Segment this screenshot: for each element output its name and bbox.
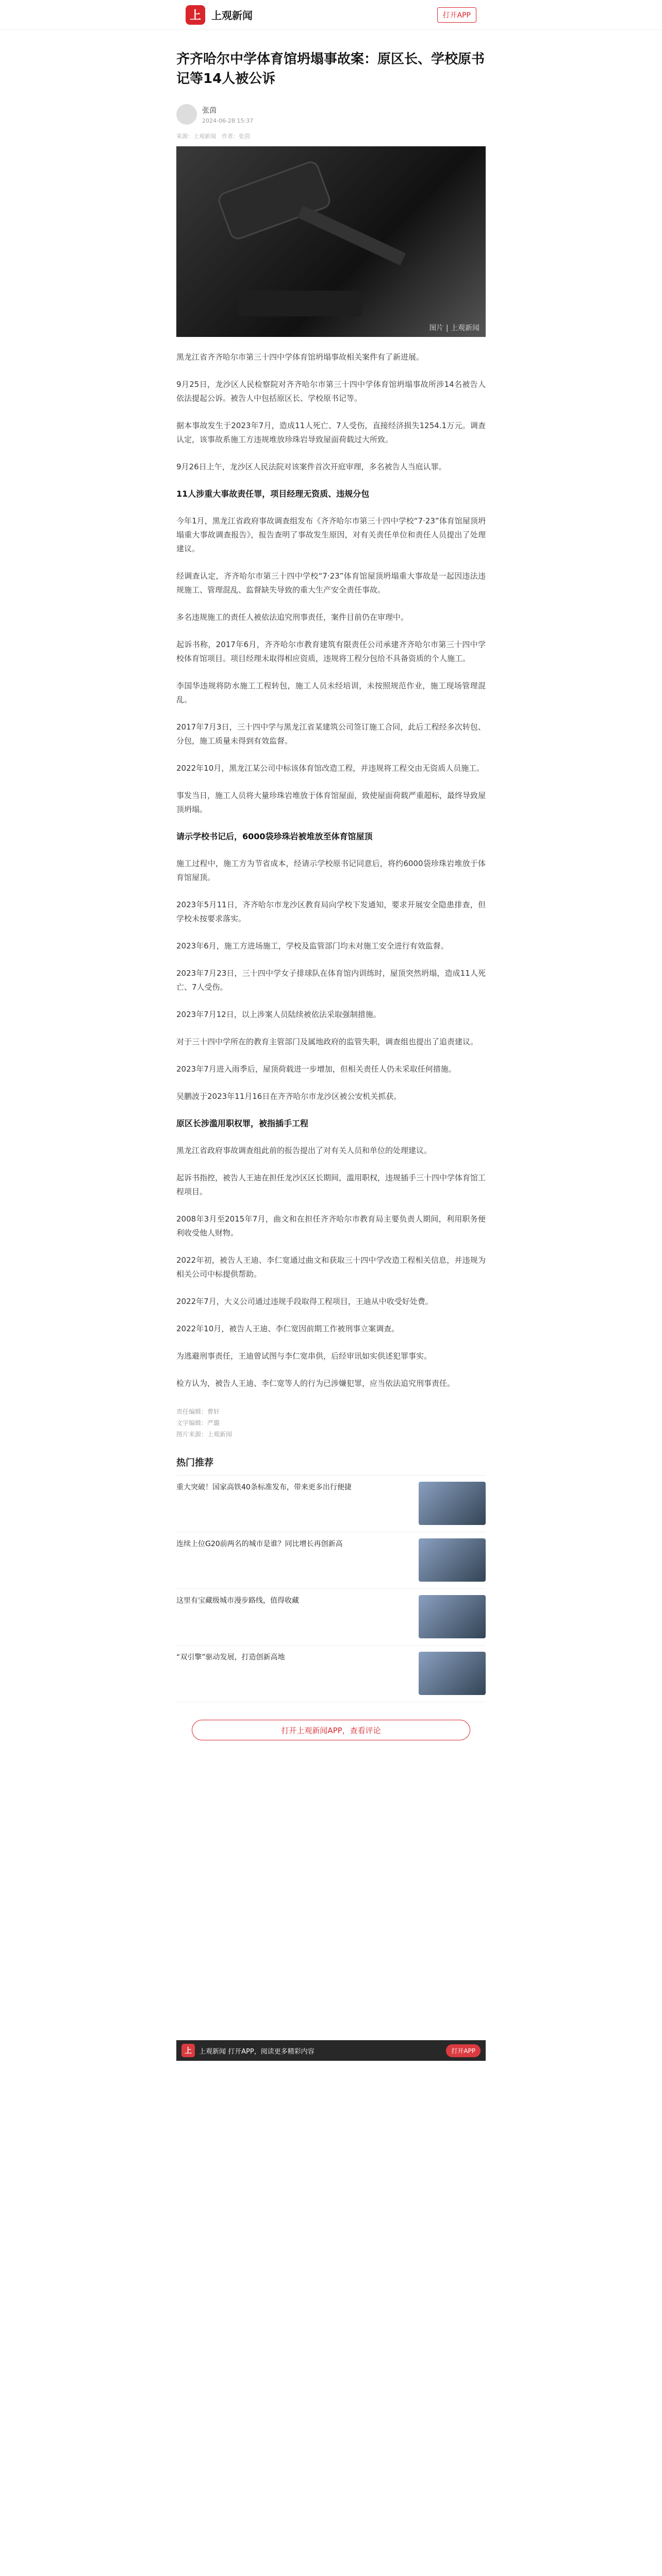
paragraph: 2023年6月，施工方进场施工，学校及监管部门均未对施工安全进行有效监督。 <box>176 941 449 951</box>
paragraph: 2023年7月12日，以上涉案人员陆续被依法采取强制措施。 <box>176 1010 381 1019</box>
paragraph: 多名违规施工的责任人被依法追究刑事责任，案件目前仍在审理中。 <box>176 613 409 622</box>
paragraph: 施工过程中，施工方为节省成本，经请示学校原书记同意后，将约6000袋珍珠岩堆放于体育馆屋顶。 <box>176 859 486 882</box>
paragraph: 2022年7月，大义公司通过违规手段取得工程项目，王迪从中收受好处费。 <box>176 1297 433 1306</box>
subheading: 原区长涉滥用职权罪，被指插手工程 <box>176 1118 309 1128</box>
article-meta <box>176 1406 486 1440</box>
paragraph: 2022年10月，黑龙江某公司中标该体育馆改造工程，并违规将工程交由无资质人员施工。 <box>176 764 485 773</box>
banner-text: 上观新闻 打开APP，阅读更多精彩内容 <box>199 2047 315 2056</box>
paragraph: 2017年7月3日，三十四中学与黑龙江省某建筑公司签订施工合同，此后工程经多次转包、分包，施工质量未得到有效监督。 <box>176 722 486 745</box>
top-bar <box>0 0 662 30</box>
hot-item-title[interactable]: “双引擎”驱动发展，打造创新高地 <box>176 1653 285 1662</box>
paragraph: 今年1月，黑龙江省政府事故调查组发布《齐齐哈尔市第三十四中学校“7·23”体育馆屋顶坍塌重大事故调查报告》，报告查明了事故发生原因，对有关责任单位和责任人员提出了处理建议。 <box>176 516 486 553</box>
paragraph: 李国华违规将防水施工工程转包，施工人员未经培训，未按照规范作业，施工现场管理混乱。 <box>176 681 486 704</box>
app-logo[interactable]: 上 <box>186 5 205 25</box>
banner-logo: 上 <box>181 2044 195 2057</box>
app-name: 上观新闻 <box>211 9 253 22</box>
subheading: 请示学校书记后，6000袋珍珠岩被堆放至体育馆屋顶 <box>176 832 373 841</box>
image-watermark: 图片 | 上观新闻 <box>429 324 479 332</box>
subheading: 11人涉重大事故责任罪，项目经理无资质、违规分包 <box>176 489 370 499</box>
hot-item[interactable] <box>176 1476 486 1532</box>
gavel-block-shape <box>238 291 362 316</box>
hero-image <box>176 146 486 337</box>
gavel-head-shape <box>218 161 331 240</box>
source-line: 来源：上观新闻 作者：张茵 <box>176 133 250 140</box>
paragraph: 黑龙江省政府事故调查组此前的报告提出了对有关人员和单位的处理建议。 <box>176 1146 432 1155</box>
open-comments-button[interactable]: 打开上观新闻APP，查看评论 <box>192 1720 470 1740</box>
paragraph: 2022年初，被告人王迪、李仁宽通过曲文和获取三十四中学改造工程相关信息，并违规为相关公司中标提供帮助。 <box>176 1256 486 1279</box>
paragraph: 2023年7月进入雨季后，屋顶荷载进一步增加，但相关责任人仍未采取任何措施。 <box>176 1064 456 1074</box>
paragraph: 2023年5月11日，齐齐哈尔市龙沙区教育局向学校下发通知，要求开展安全隐患排查，但学校未按要求落实。 <box>176 900 486 923</box>
paragraph: 为逃避刑事责任，王迪曾试图与李仁宽串供，后经审讯如实供述犯罪事实。 <box>176 1351 432 1361</box>
hot-item-thumbnail[interactable] <box>419 1595 486 1638</box>
paragraph: 起诉书指控，被告人王迪在担任龙沙区区长期间，滥用职权，违规插手三十四中学体育馆工程项目。 <box>176 1173 486 1196</box>
open-app-button[interactable]: 打开APP <box>437 7 476 23</box>
paragraph: 2023年7月23日，三十四中学女子排球队在体育馆内训练时，屋顶突然坍塌，造成11人死亡、7人受伤。 <box>176 969 486 992</box>
gavel-handle-shape <box>297 206 406 266</box>
paragraph: 9月26日上午，龙沙区人民法院对该案件首次开庭审理，多名被告人当庭认罪。 <box>176 462 446 471</box>
hot-item-title[interactable]: 这里有宝藏级城市漫步路线，值得收藏 <box>176 1597 299 1605</box>
proof-line: 文字编辑：严璐 <box>176 1419 220 1427</box>
hot-item-title[interactable]: 连续上位G20前两名的城市是谁？同比增长再创新高 <box>176 1540 343 1548</box>
author-name[interactable]: 张茵 <box>202 106 217 115</box>
paragraph: 2022年10月，被告人王迪、李仁宽因前期工作被刑事立案调查。 <box>176 1324 400 1333</box>
hot-item-thumbnail[interactable] <box>419 1482 486 1525</box>
author-bar <box>176 104 486 125</box>
paragraph: 检方认为，被告人王迪、李仁宽等人的行为已涉嫌犯罪，应当依法追究刑事责任。 <box>176 1379 455 1388</box>
hot-item[interactable] <box>176 1589 486 1646</box>
hot-recommend-title: 热门推荐 <box>176 1455 486 1476</box>
paragraph: 9月25日，龙沙区人民检察院对齐齐哈尔市第三十四中学体育馆坍塌事故所涉14名被告人依法提起公诉。被告人中包括原区长、学校原书记等。 <box>176 380 486 403</box>
floating-app-banner[interactable] <box>176 2040 486 2061</box>
hot-item-title[interactable]: 重大突破！国家高铁40条标准发布，带来更多出行便捷 <box>176 1483 352 1492</box>
paragraph: 2008年3月至2015年7月，曲文和在担任齐齐哈尔市教育局主要负责人期间，利用职务便利收受他人财物。 <box>176 1214 486 1238</box>
paragraph: 事发当日，施工人员将大量珍珠岩堆放于体育馆屋面，致使屋面荷载严重超标，最终导致屋顶坍塌。 <box>176 791 486 814</box>
paragraph: 吴鹏波于2023年11月16日在齐齐哈尔市龙沙区被公安机关抓获。 <box>176 1092 402 1101</box>
paragraph: 经调查认定，齐齐哈尔市第三十四中学校“7·23”体育馆屋顶坍塌重大事故是一起因违法违规施工、管理混乱、监督缺失导致的重大生产安全责任事故。 <box>176 571 486 595</box>
publish-time: 2024-06-28 15:37 <box>202 117 254 124</box>
hot-item[interactable] <box>176 1646 486 1702</box>
paragraph: 黑龙江省齐齐哈尔市第三十四中学体育馆坍塌事故相关案件有了新进展。 <box>176 352 424 362</box>
author-avatar[interactable] <box>176 104 197 125</box>
image-source-line: 图片来源：上观新闻 <box>176 1431 233 1438</box>
paragraph: 据本事故发生于2023年7月，造成11人死亡、7人受伤，直接经济损失1254.1万元。调查认定，该事故系施工方违规堆放珍珠岩导致屋面荷载过大所致。 <box>176 421 486 444</box>
hot-item-thumbnail[interactable] <box>419 1652 486 1695</box>
hot-item[interactable] <box>176 1532 486 1589</box>
editor-line: 责任编辑：曹轩 <box>176 1408 220 1415</box>
paragraph: 起诉书称，2017年6月，齐齐哈尔市教育建筑有限责任公司承建齐齐哈尔市第三十四中学校体育馆项目。项目经理未取得相应资质，违规将工程分包给不具备资质的个人施工。 <box>176 640 486 663</box>
hot-item-thumbnail[interactable] <box>419 1538 486 1582</box>
banner-open-button[interactable]: 打开APP <box>446 2044 481 2057</box>
article-page <box>176 30 486 1740</box>
paragraph: 对于三十四中学所在的教育主管部门及属地政府的监管失职，调查组也提出了追责建议。 <box>176 1037 478 1046</box>
article-title: 齐齐哈尔中学体育馆坍塌事故案：原区长、学校原书记等14人被公诉 <box>176 52 485 87</box>
